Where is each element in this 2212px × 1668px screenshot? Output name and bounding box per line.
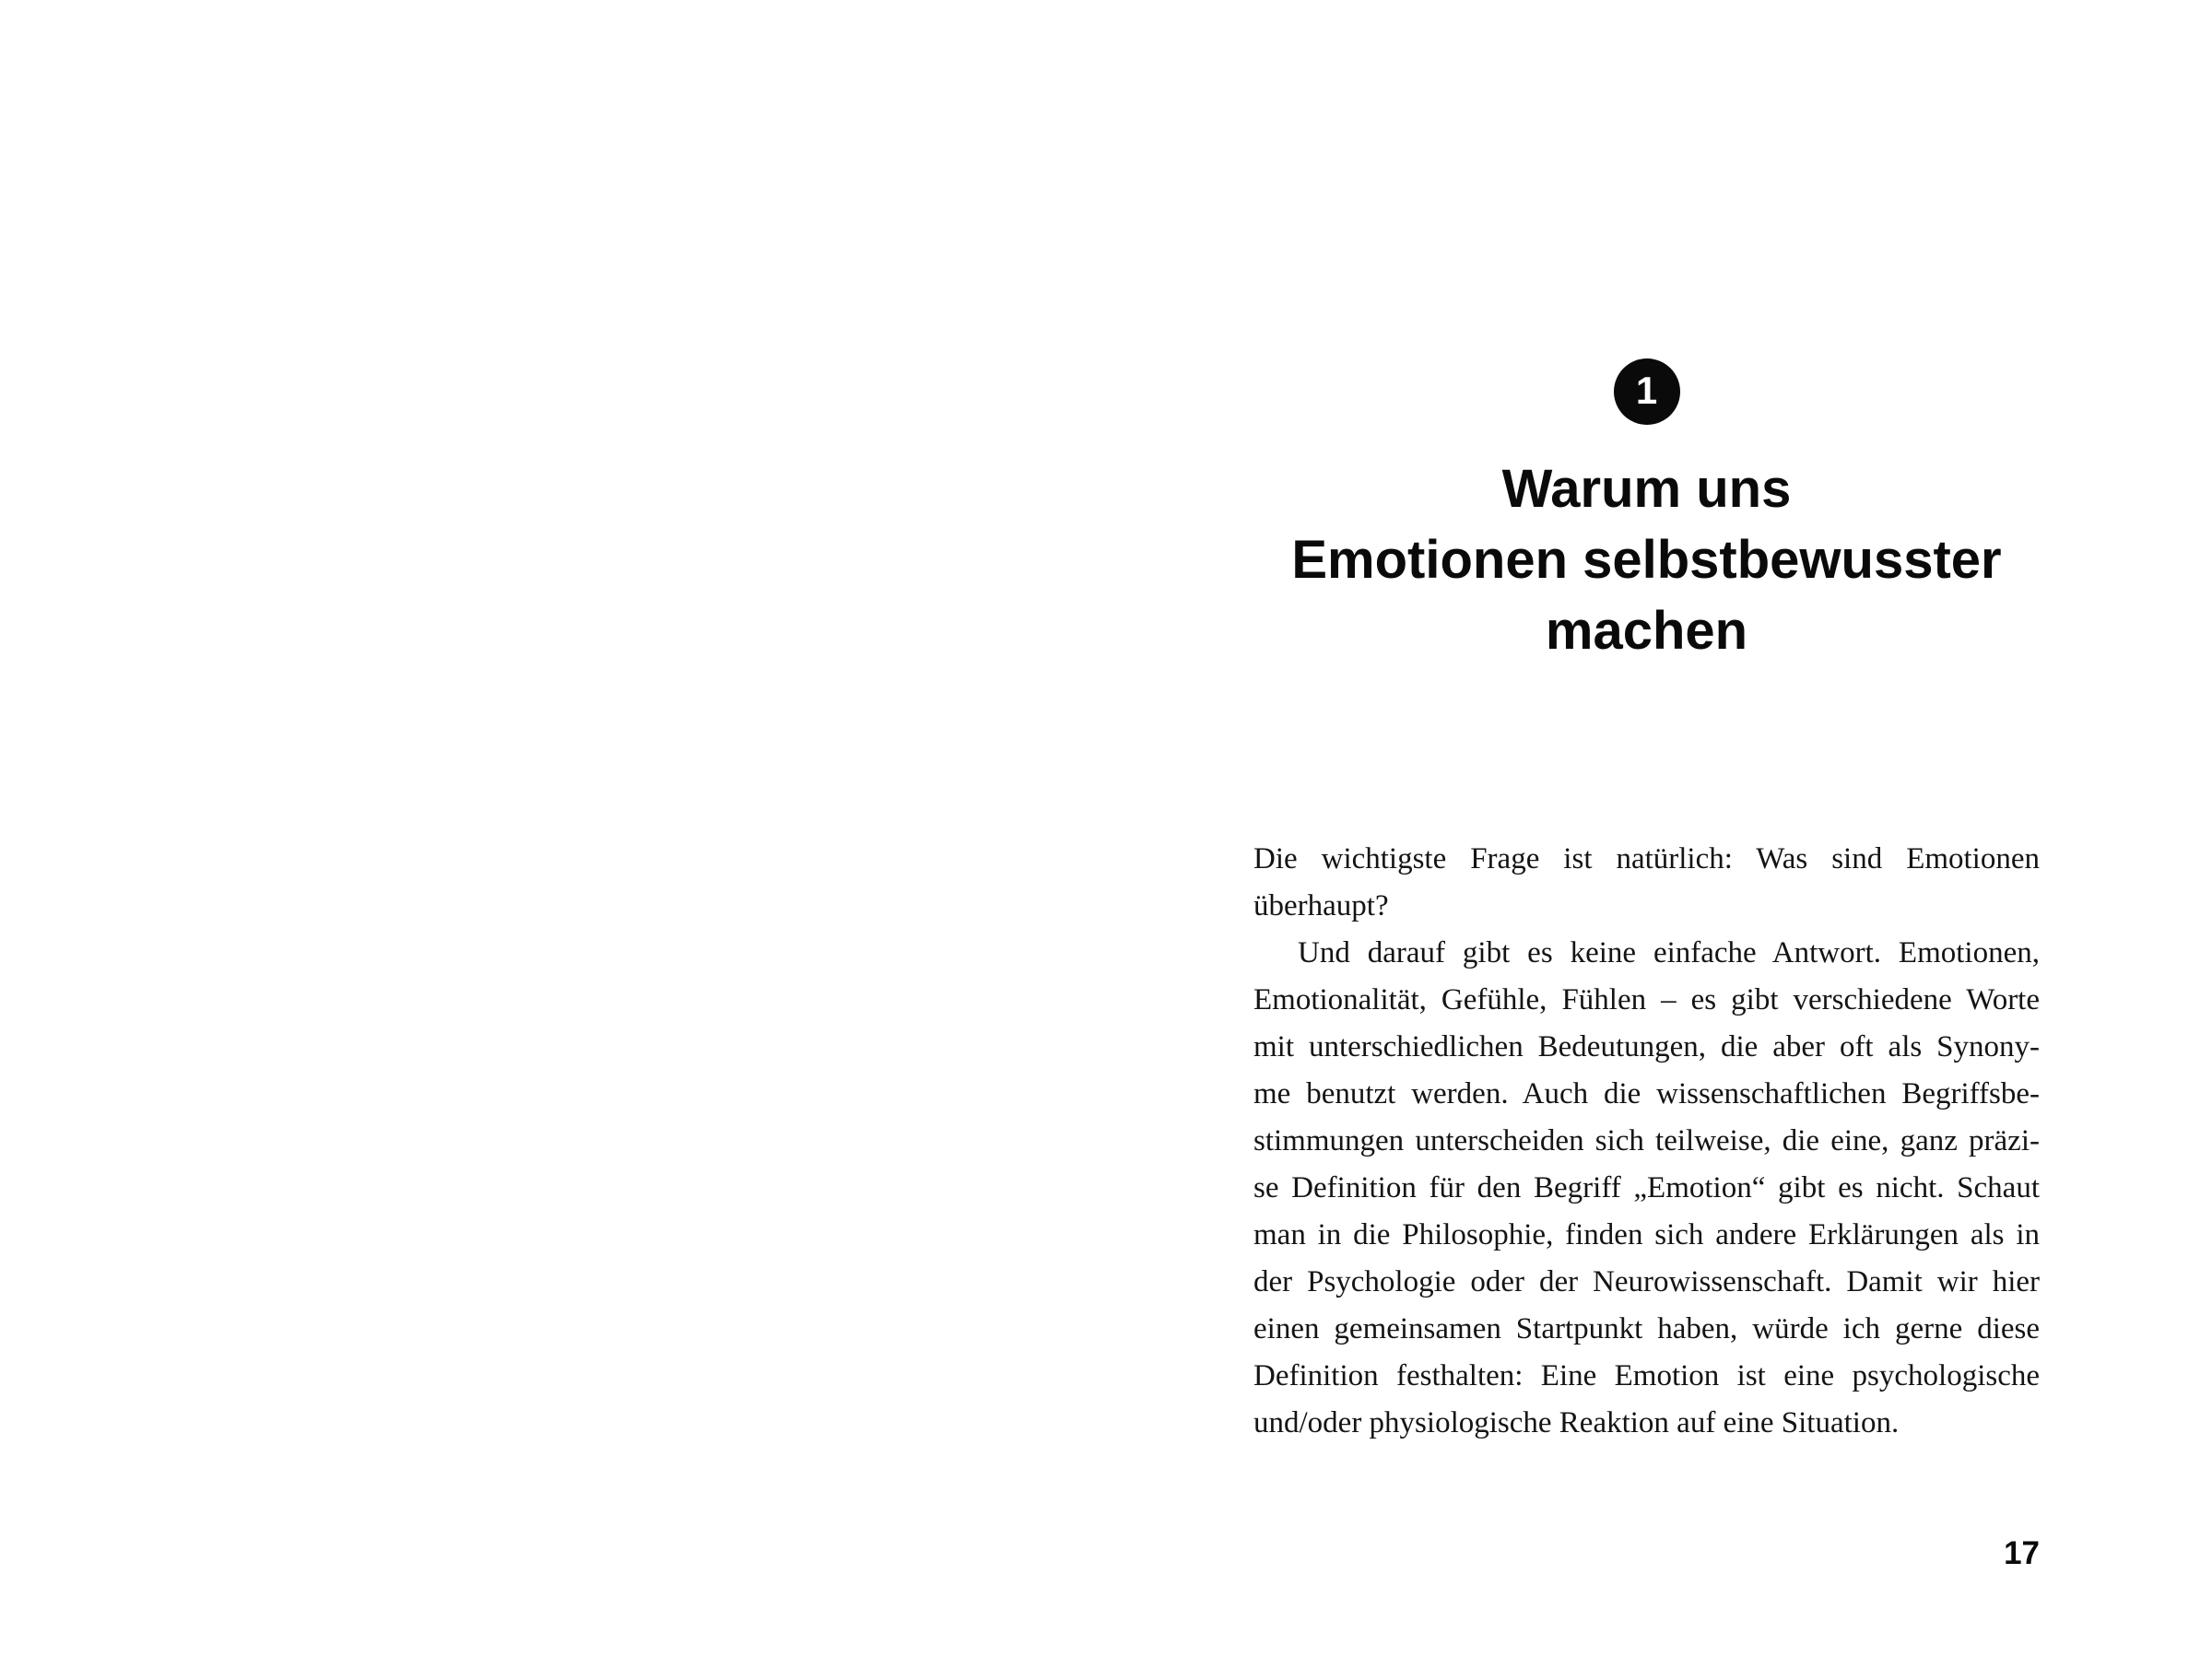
chapter-title-line: Warum uns — [1501, 459, 1792, 519]
body-line: Definition festhalten: Eine Emotion ist eine psychologische — [1253, 1359, 2040, 1392]
body-line: Emotionalität, Gefühle, Fühlen – es gibt verschiedene Worte — [1253, 983, 2040, 1016]
body-line: der Psychologie oder der Neurowissenschaft. Damit wir hier — [1253, 1265, 2040, 1298]
chapter-badge-row — [1253, 358, 2040, 425]
body-line: stimmungen unterscheiden sich teilweise, die eine, ganz präzi- — [1253, 1124, 2040, 1157]
page-number: 17 — [2004, 1535, 2040, 1571]
body-line: Die wichtigste Frage ist natürlich: Was sind Emotionen — [1253, 842, 2040, 875]
body-line: man in die Philosophie, finden sich andere Erklärungen als in — [1253, 1218, 2040, 1251]
chapter-title-line: machen — [1545, 601, 1748, 661]
chapter-title-line: Emotionen selbstbewusster — [1291, 530, 2002, 590]
chapter-number: 1 — [1635, 369, 1658, 412]
body-line: mit unterschiedlichen Bedeutungen, die aber oft als Synony- — [1253, 1030, 2040, 1063]
body-line: einen gemeinsamen Startpunkt haben, würde ich gerne diese — [1253, 1312, 2040, 1345]
body-line: Und darauf gibt es keine einfache Antwort. Emotionen, — [1298, 936, 2040, 969]
chapter-title — [1253, 453, 2040, 666]
chapter-number-badge — [1614, 358, 1680, 425]
body-line: se Definition für den Begriff „Emotion“ gibt es nicht. Schaut — [1253, 1171, 2040, 1204]
body-line: überhaupt? — [1253, 889, 1389, 922]
body-line: me benutzt werden. Auch die wissenschaftlichen Begriffsbe- — [1253, 1077, 2040, 1110]
body-text-block — [1253, 836, 2040, 1447]
body-line: und/oder physiologische Reaktion auf eine Situation. — [1253, 1406, 1900, 1439]
